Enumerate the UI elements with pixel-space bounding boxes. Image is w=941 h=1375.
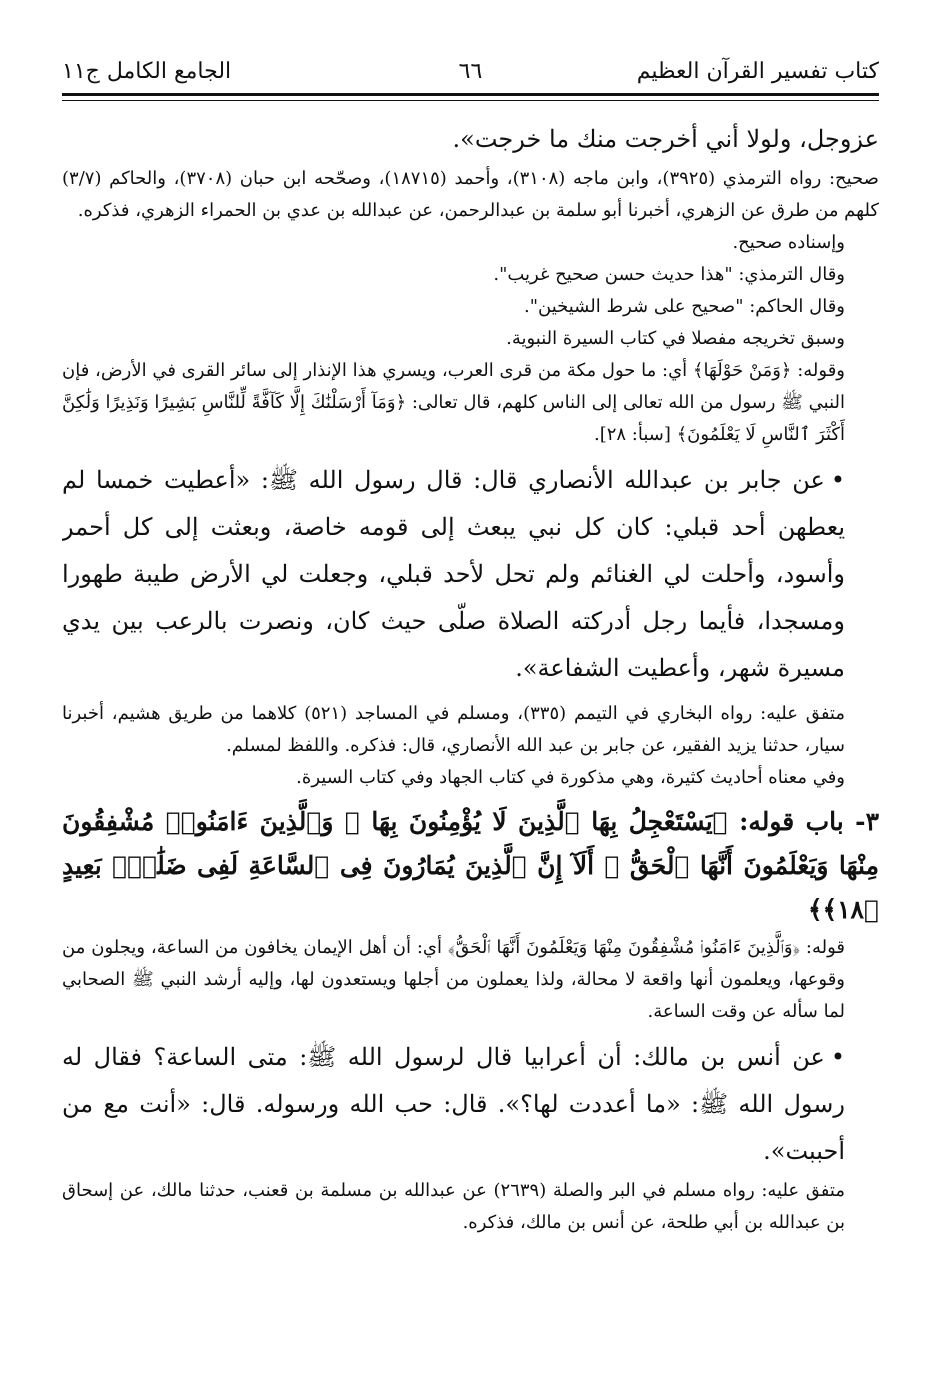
chapter-heading	[62, 800, 879, 932]
paragraph	[62, 355, 879, 451]
paragraph-text: وقال الحاكم: "صحيح على شرط الشيخين".	[524, 296, 845, 317]
paragraph-text: صحيح: رواه الترمذي (٣٩٢٥)، وابن ماجه (٣١٠٨)، وأحمد (١٨٧١٥)، وصحّحه ابن حبان (٣٧٠٨)، والحاكم (٣/٧) كلهم من طرق عن الزهري، أخبرنا أبو سلمة بن عبدالرحمن، عن عبدالله بن عدي بن الحمراء الزهري، فذكره.	[62, 168, 879, 221]
paragraph-text: وسبق تخريجه مفصلا في كتاب السيرة النبوية.	[506, 328, 845, 349]
header-book-title: كتاب تفسير القرآن العظيم	[636, 59, 879, 84]
paragraph-text: وقوله: ﴿وَمَنْ حَوْلَهَا﴾ أي: ما حول مكة من قرى العرب، ويسري هذا الإنذار إلى سائر القرى في الأرض، فإن النبي ﷺ رسول من الله تعالى إلى الناس كلهم، قال تعالى: ﴿وَمَآ أَرْسَلْنَٰكَ إِلَّا كَآفَّةً لِّلنَّاسِ بَشِيرًا وَنَذِيرًا وَلَٰكِنَّ أَكْثَرَ ٱلنَّاسِ لَا يَعْلَمُونَ﴾ [سبأ: ٢٨].	[62, 360, 845, 445]
header-rule-thin	[62, 100, 879, 101]
paragraph	[62, 323, 879, 355]
header-volume-title: الجامع الكامل ج١١	[62, 59, 232, 84]
paragraph	[62, 932, 879, 1028]
paragraph-text: متفق عليه: رواه البخاري في التيمم (٣٣٥)، ومسلم في المساجد (٥٢١) كلاهما من طريق هشيم، أخبرنا سيار، حدثنا يزيد الفقير، عن جابر بن عبد الله الأنصاري، قال: فذكره. واللفظ لمسلم.	[62, 703, 845, 756]
paragraph-text: ٣- باب قوله: ﴿يَسْتَعْجِلُ بِهَا ٱلَّذِينَ لَا يُؤْمِنُونَ بِهَا ۖ وَٱلَّذِينَ ءَامَنُوا۟ مُشْفِقُونَ مِنْهَا وَيَعْلَمُونَ أَنَّهَا ٱلْحَقُّ ۗ أَلَآ إِنَّ ٱلَّذِينَ يُمَارُونَ فِى ٱلسَّاعَةِ لَفِى ضَلَٰلٍۭ بَعِيدٍ ﴿١٨﴾﴾	[62, 807, 879, 924]
paragraph	[62, 698, 879, 762]
paragraph	[62, 1175, 879, 1239]
bullet-marker: •	[830, 466, 845, 494]
paragraph	[62, 291, 879, 323]
paragraph-text: عن جابر بن عبدالله الأنصاري قال: قال رسول الله ﷺ: «أعطيت خمسا لم يعطهن أحد قبلي: كان كل نبي يبعث إلى قومه خاصة، وبعثت إلى كل أحمر وأسود، وأحلت لي الغنائم ولم تحل لأحد قبلي، وجعلت لي الأرض طيبة طهورا ومسجدا، فأيما رجل أدركته الصلاة صلّى حيث كان، ونصرت بالرعب بين يدي مسيرة شهر، وأعطيت الشفاعة».	[62, 466, 845, 682]
paragraph	[62, 259, 879, 291]
paragraph-text: وقال الترمذي: "هذا حديث حسن صحيح غريب".	[493, 264, 845, 285]
paragraph-text: متفق عليه: رواه مسلم في البر والصلة (٢٦٣٩) عن عبدالله بن مسلمة بن قعنب، حدثنا مالك، عن إسحاق بن عبدالله بن أبي طلحة، عن أنس بن مالك، فذكره.	[62, 1180, 845, 1233]
page-header	[62, 52, 879, 96]
paragraph-text: وإسناده صحيح.	[732, 232, 845, 253]
paragraph-text: عزوجل، ولولا أني أخرجت منك ما خرجت».	[452, 125, 879, 153]
page-number: ٦٦	[458, 59, 483, 84]
paragraph	[62, 163, 879, 227]
paragraph	[62, 457, 879, 692]
paragraph-text: عن أنس بن مالك: أن أعرابيا قال لرسول الله ﷺ: متى الساعة؟ فقال له رسول الله ﷺ: «ما أعددت لها؟». قال: حب الله ورسوله. قال: «أنت مع من أحببت».	[62, 1043, 845, 1165]
paragraph-text: قوله: ﴿وَٱلَّذِينَ ءَامَنُوا۟ مُشْفِقُونَ مِنْهَا وَيَعْلَمُونَ أَنَّهَا ٱلْحَقُّ﴾ أي: أن أهل الإيمان يخافون من الساعة، ويجلون من وقوعها، ويعلمون أنها واقعة لا محالة، ولذا يعملون من أجلها ويستعدون لها، وإليه أرشد النبي ﷺ الصحابي لما سأله عن وقت الساعة.	[62, 937, 845, 1022]
paragraph	[62, 1034, 879, 1175]
bullet-marker: •	[830, 1043, 845, 1071]
header-rule-thick	[62, 93, 879, 96]
paragraph	[62, 116, 879, 163]
paragraph	[62, 227, 879, 259]
page-body	[62, 116, 879, 1335]
paragraph-text: وفي معناه أحاديث كثيرة، وهي مذكورة في كتاب الجهاد وفي كتاب السيرة.	[296, 767, 845, 788]
paragraph	[62, 762, 879, 794]
